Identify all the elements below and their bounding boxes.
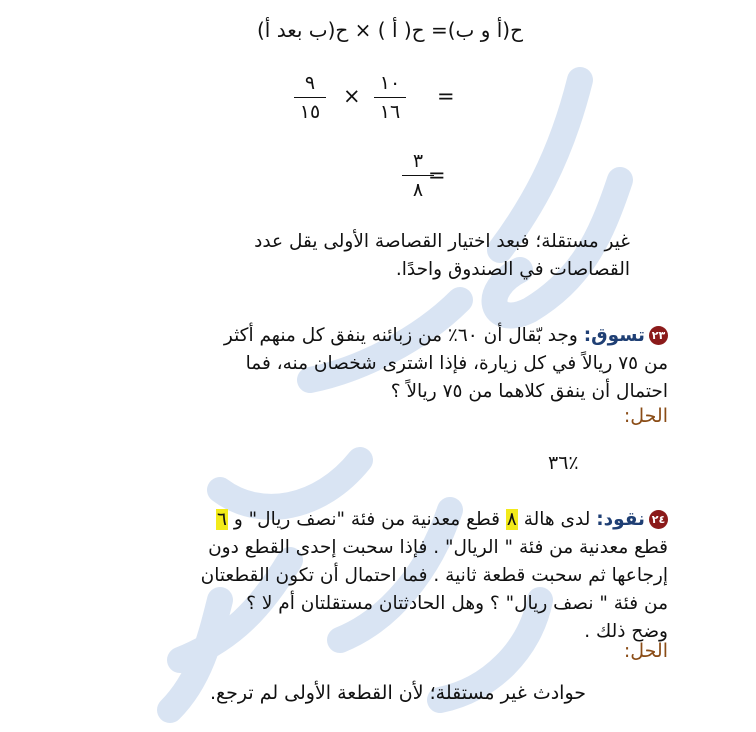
fraction-bar: [374, 97, 406, 98]
question-text: وضح ذلك .: [584, 621, 668, 642]
question-text: احتمال أن ينفق كلاهما من ٧٥ ريالاً ؟: [390, 381, 668, 402]
question-text: لدى هالة: [523, 509, 591, 530]
fraction-denominator: ١٦: [379, 101, 401, 123]
highlighted-number: ٨: [506, 509, 517, 530]
question-text: قطع معدنية من فئة "نصف ريال" و: [233, 509, 500, 530]
fraction-numerator: ١٠: [379, 72, 401, 94]
highlighted-number: ٦: [217, 509, 227, 530]
fraction-denominator: ١٥: [299, 101, 321, 123]
answer: حوادث غير مستقلة؛ لأن القطعة الأولى لم ترجع.: [209, 682, 587, 704]
question-24: [95, 506, 668, 646]
dependence-explanation: [170, 228, 630, 284]
question-number-badge: ٢٤: [649, 510, 668, 529]
solution-label: الحل:: [623, 405, 668, 427]
fraction-denominator: ٨: [412, 179, 424, 201]
fraction-bar: [402, 175, 434, 176]
equals-sign: =: [437, 84, 455, 108]
answer: ٣٦٪: [548, 452, 579, 474]
question-text: من فئة " نصف ريال" ؟ وهل الحادثتان مستقلتان أم لا ؟: [246, 593, 668, 614]
equals-sign-result: =: [428, 163, 446, 187]
question-text: وجد بّقال أن ٦٠٪ من زبائنه ينفق كل منهم أكثر: [223, 325, 578, 346]
question-text: قطع معدنية من فئة " الريال" . فإذا سحبت إحدى القطع دون: [208, 537, 668, 558]
question-number-badge: ٢٣: [649, 326, 668, 345]
question-title: نقود:: [596, 509, 645, 530]
fraction-ten-sixteenths: [370, 72, 410, 123]
explanation-line: غير مستقلة؛ فبعد اختيار القصاصة الأولى يقل عدد: [254, 231, 630, 252]
question-title: تسوق:: [583, 325, 645, 346]
fraction-bar: [294, 97, 326, 98]
fraction-result: [398, 150, 438, 201]
explanation-line: القصاصات في الصندوق واحدًا.: [395, 259, 630, 280]
question-text: إرجاعها ثم سحبت قطعة ثانية . فما احتمال أن تكون القطعتان: [200, 565, 668, 586]
solution-label: الحل:: [623, 640, 668, 662]
question-23: [130, 322, 668, 406]
fraction-numerator: ٩: [304, 72, 316, 94]
probability-rule: ح(أ و ب)= ح( أ ) × ح(ب بعد أ): [257, 18, 523, 42]
times-sign: ×: [343, 84, 361, 108]
fraction-numerator: ٣: [412, 150, 424, 172]
question-text: من ٧٥ ريالاً في كل زيارة، فإذا اشترى شخصان منه، فما: [245, 353, 668, 374]
fraction-nine-fifteenths: [290, 72, 330, 123]
